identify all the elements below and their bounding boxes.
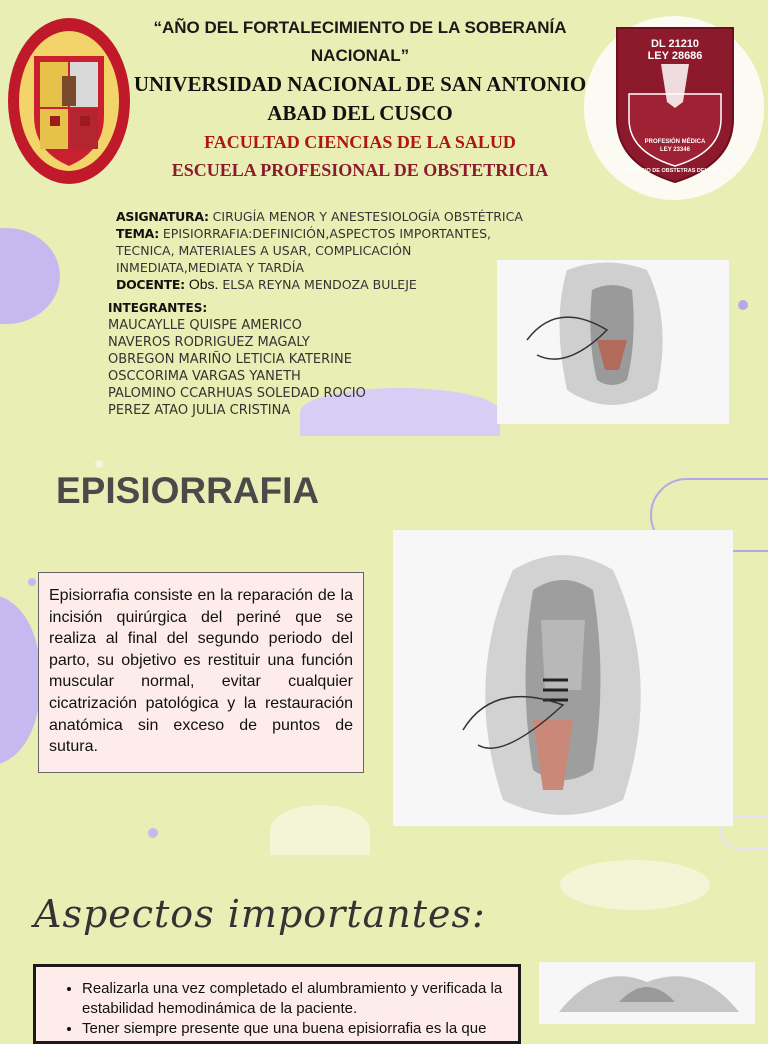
section-title-aspectos: Aspectos importantes: [34, 892, 486, 936]
aspectos-list [52, 979, 508, 1039]
teacher-value: ELSA REYNA MENDOZA BULEJE [222, 277, 417, 292]
decor-dot [148, 828, 158, 838]
definition-box: Episiorrafia consiste en la reparación de la incisión quirúrgica del periné que se realiza al final del segundo periodo del parto, su objetivo es restituir una función muscular normal, evitar cualquier cicatrización patológica y la restauración anatómica sin exceso de puntos de sutura. [38, 572, 364, 773]
decor-dot [738, 300, 748, 310]
suture-illustration-main [393, 530, 733, 826]
logo-line3: PROFESIÓN MÉDICA [644, 139, 706, 145]
section-title-episiorrafia: EPISIORRAFIA [56, 470, 320, 511]
university-crest-logo [6, 16, 132, 186]
topic-label: TEMA: [116, 226, 159, 241]
aspectos-box [33, 964, 521, 1044]
member-item: NAVEROS RODRIGUEZ MAGALY [108, 335, 310, 350]
suture-illustration-top [497, 260, 729, 424]
university-line1: UNIVERSIDAD NACIONAL DE SAN ANTONIO [133, 72, 587, 96]
decor-blob-left-lower [0, 595, 40, 765]
decor-dot [95, 460, 103, 468]
decor-blob-bottom [270, 805, 370, 855]
member-item: OSCCORIMA VARGAS YANETH [108, 369, 301, 384]
faculty-name: FACULTAD CIENCIAS DE LA SALUD [204, 132, 516, 152]
member-item: MAUCAYLLE QUISPE AMERICO [108, 318, 302, 333]
university-name [130, 70, 590, 128]
member-item: PALOMINO CCARHUAS SOLEDAD ROCIO [108, 386, 366, 401]
teacher-label: DOCENTE: [116, 277, 185, 292]
university-line2: ABAD DEL CUSCO [267, 101, 453, 125]
teacher-prefix: Obs. [188, 276, 219, 292]
topic-line3: INMEDIATA,MEDIATA Y TARDÍA [116, 260, 304, 275]
obstetras-college-logo [613, 24, 737, 184]
member-item: OBREGON MARIÑO LETICIA KATERINE [108, 352, 352, 367]
topic-row [116, 225, 586, 242]
logo-line1: DL 21210 [650, 38, 700, 50]
decor-blob-bottom-right [560, 860, 710, 910]
member-item: PEREZ ATAO JULIA CRISTINA [108, 403, 291, 418]
topic-line1: EPISIORRAFIA:DEFINICIÓN,ASPECTOS IMPORTANTES, [162, 226, 492, 241]
topic-line2: TECNICA, MATERIALES A USAR, COMPLICACIÓN [116, 243, 412, 258]
logo-line4: LEY 23346 [660, 147, 690, 153]
motto-text: “AÑO DEL FORTALECIMIENTO DE LA SOBERANÍA NACIONAL” [153, 18, 567, 65]
members-label: INTEGRANTES: [108, 301, 208, 315]
decor-dot [28, 578, 36, 586]
decor-blob-left [0, 228, 60, 324]
list-item: • Realizarla una vez completado el alumbramiento y verificada la estabilidad hemodinámica de la paciente. [82, 979, 508, 1019]
school-name: ESCUELA PROFESIONAL DE OBSTETRICIA [171, 160, 549, 180]
subject-value: CIRUGÍA MENOR Y ANESTESIOLOGÍA OBSTÉTRICA [212, 209, 523, 224]
members-list [108, 300, 508, 419]
logo-ring-text: COLEGIO DE OBSTETRAS DEL PERÚ [625, 168, 725, 174]
logo-line2: LEY 28686 [647, 50, 703, 62]
subject-row [116, 208, 586, 225]
anatomy-illustration-bottom [539, 962, 755, 1024]
subject-label: ASIGNATURA: [116, 209, 209, 224]
list-item: • Tener siempre presente que una buena episiorrafia es la que [82, 1019, 508, 1039]
